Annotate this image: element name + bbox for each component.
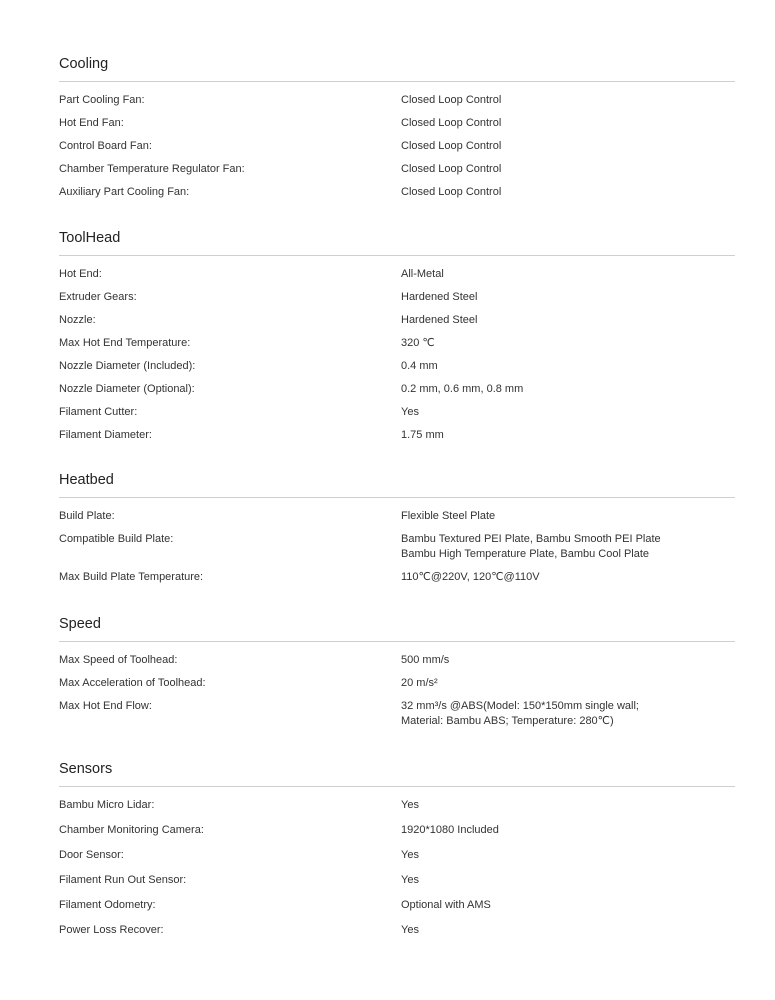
- spec-value-line: Hardened Steel: [401, 291, 478, 303]
- spec-value-line: Bambu Textured PEI Plate, Bambu Smooth PEI Plate: [401, 533, 661, 545]
- spec-value: [401, 509, 735, 524]
- spec-value: [401, 185, 735, 200]
- spec-label: Nozzle Diameter (Optional):: [59, 383, 195, 395]
- spec-value-line: 110℃@220V, 120℃@110V: [401, 571, 540, 583]
- spec-row: [59, 798, 735, 813]
- spec-rows: [59, 82, 735, 200]
- spec-row: [59, 290, 735, 305]
- spec-label: Hot End Fan:: [59, 117, 124, 129]
- spec-value: [401, 823, 735, 838]
- spec-label: Filament Cutter:: [59, 406, 138, 418]
- spec-row: [59, 139, 735, 154]
- spec-value: [401, 676, 735, 691]
- spec-value-line: Yes: [401, 849, 419, 861]
- spec-value: [401, 290, 735, 305]
- spec-value-line: Yes: [401, 924, 419, 936]
- spec-rows: [59, 642, 735, 729]
- section-toolhead: [59, 226, 735, 451]
- spec-value-line: Optional with AMS: [401, 899, 491, 911]
- spec-value: [401, 898, 735, 913]
- section-sensors: [59, 757, 735, 948]
- spec-value-line: 0.2 mm, 0.6 mm, 0.8 mm: [401, 383, 524, 395]
- spec-value-line: 32 mm³/s @ABS(Model: 150*150mm single wall;: [401, 700, 639, 712]
- spec-label: Max Hot End Temperature:: [59, 337, 191, 349]
- spec-row: [59, 848, 735, 863]
- spec-value: [401, 336, 735, 351]
- section-title: ToolHead: [59, 230, 121, 246]
- spec-value: [401, 162, 735, 177]
- spec-label: Filament Run Out Sensor:: [59, 874, 187, 886]
- spec-rows: [59, 498, 735, 585]
- spec-value: [401, 653, 735, 668]
- section-title: Heatbed: [59, 472, 114, 488]
- spec-label: Build Plate:: [59, 510, 115, 522]
- spec-value-line: Yes: [401, 799, 419, 811]
- spec-row: [59, 570, 735, 585]
- spec-row: [59, 428, 735, 443]
- spec-row: [59, 823, 735, 838]
- spec-label: Max Hot End Flow:: [59, 700, 152, 712]
- spec-value: [401, 848, 735, 863]
- spec-value: [401, 923, 735, 938]
- spec-value-line: 500 mm/s: [401, 654, 450, 666]
- spec-value: [401, 267, 735, 282]
- spec-label: Chamber Monitoring Camera:: [59, 824, 204, 836]
- spec-value-line: 1920*1080 Included: [401, 824, 499, 836]
- spec-value-line: Material: Bambu ABS; Temperature: 280℃): [401, 715, 614, 727]
- spec-value: [401, 873, 735, 888]
- spec-value-line: 0.4 mm: [401, 360, 438, 372]
- section-speed: [59, 612, 735, 737]
- spec-value-line: Yes: [401, 406, 419, 418]
- spec-value: [401, 116, 735, 131]
- spec-row: [59, 267, 735, 282]
- spec-rows: [59, 256, 735, 443]
- spec-value-line: Flexible Steel Plate: [401, 510, 496, 522]
- spec-row: [59, 93, 735, 108]
- spec-value: [401, 570, 735, 585]
- spec-row: [59, 162, 735, 177]
- spec-value: [401, 359, 735, 374]
- section-title: Sensors: [59, 761, 113, 777]
- section-title: Cooling: [59, 56, 109, 72]
- spec-row: [59, 699, 735, 729]
- spec-row: [59, 676, 735, 691]
- spec-row: [59, 653, 735, 668]
- spec-row: [59, 923, 735, 938]
- spec-row: [59, 359, 735, 374]
- spec-value: [401, 382, 735, 397]
- spec-label: Bambu Micro Lidar:: [59, 799, 155, 811]
- spec-label: Chamber Temperature Regulator Fan:: [59, 163, 245, 175]
- spec-row: [59, 185, 735, 200]
- spec-value-line: Closed Loop Control: [401, 140, 502, 152]
- section-title: Speed: [59, 616, 101, 632]
- spec-label: Filament Odometry:: [59, 899, 156, 911]
- spec-row: [59, 898, 735, 913]
- spec-label: Part Cooling Fan:: [59, 94, 145, 106]
- spec-row: [59, 873, 735, 888]
- section-cooling: [59, 52, 735, 208]
- spec-value-line: Hardened Steel: [401, 314, 478, 326]
- spec-value-line: 1.75 mm: [401, 429, 444, 441]
- spec-value: [401, 313, 735, 328]
- spec-value-line: 320 ℃: [401, 337, 435, 349]
- spec-value-line: Bambu High Temperature Plate, Bambu Cool Plate: [401, 548, 650, 560]
- spec-label: Max Speed of Toolhead:: [59, 654, 178, 666]
- spec-label: Nozzle:: [59, 314, 96, 326]
- spec-label: Door Sensor:: [59, 849, 124, 861]
- spec-label: Extruder Gears:: [59, 291, 137, 303]
- spec-label: Filament Diameter:: [59, 429, 152, 441]
- spec-label: Hot End:: [59, 268, 102, 280]
- spec-value: [401, 798, 735, 813]
- spec-rows: [59, 787, 735, 938]
- spec-label: Compatible Build Plate:: [59, 533, 174, 545]
- spec-label: Power Loss Recover:: [59, 924, 164, 936]
- spec-value-line: Closed Loop Control: [401, 94, 502, 106]
- section-heatbed: [59, 468, 735, 593]
- spec-row: [59, 405, 735, 420]
- spec-label: Max Acceleration of Toolhead:: [59, 677, 206, 689]
- spec-value: [401, 532, 735, 562]
- spec-value-line: Yes: [401, 874, 419, 886]
- spec-row: [59, 532, 735, 562]
- spec-row: [59, 116, 735, 131]
- spec-label: Control Board Fan:: [59, 140, 152, 152]
- spec-row: [59, 313, 735, 328]
- spec-value-line: 20 m/s²: [401, 677, 438, 689]
- spec-value-line: Closed Loop Control: [401, 163, 502, 175]
- spec-row: [59, 509, 735, 524]
- spec-value: [401, 405, 735, 420]
- spec-value: [401, 93, 735, 108]
- spec-value: [401, 428, 735, 443]
- spec-value-line: Closed Loop Control: [401, 117, 502, 129]
- spec-row: [59, 382, 735, 397]
- spec-label: Nozzle Diameter (Included):: [59, 360, 196, 372]
- spec-value: [401, 699, 735, 729]
- spec-row: [59, 336, 735, 351]
- spec-value-line: All-Metal: [401, 268, 444, 280]
- spec-value-line: Closed Loop Control: [401, 186, 502, 198]
- spec-label: Max Build Plate Temperature:: [59, 571, 204, 583]
- spec-label: Auxiliary Part Cooling Fan:: [59, 186, 190, 198]
- spec-value: [401, 139, 735, 154]
